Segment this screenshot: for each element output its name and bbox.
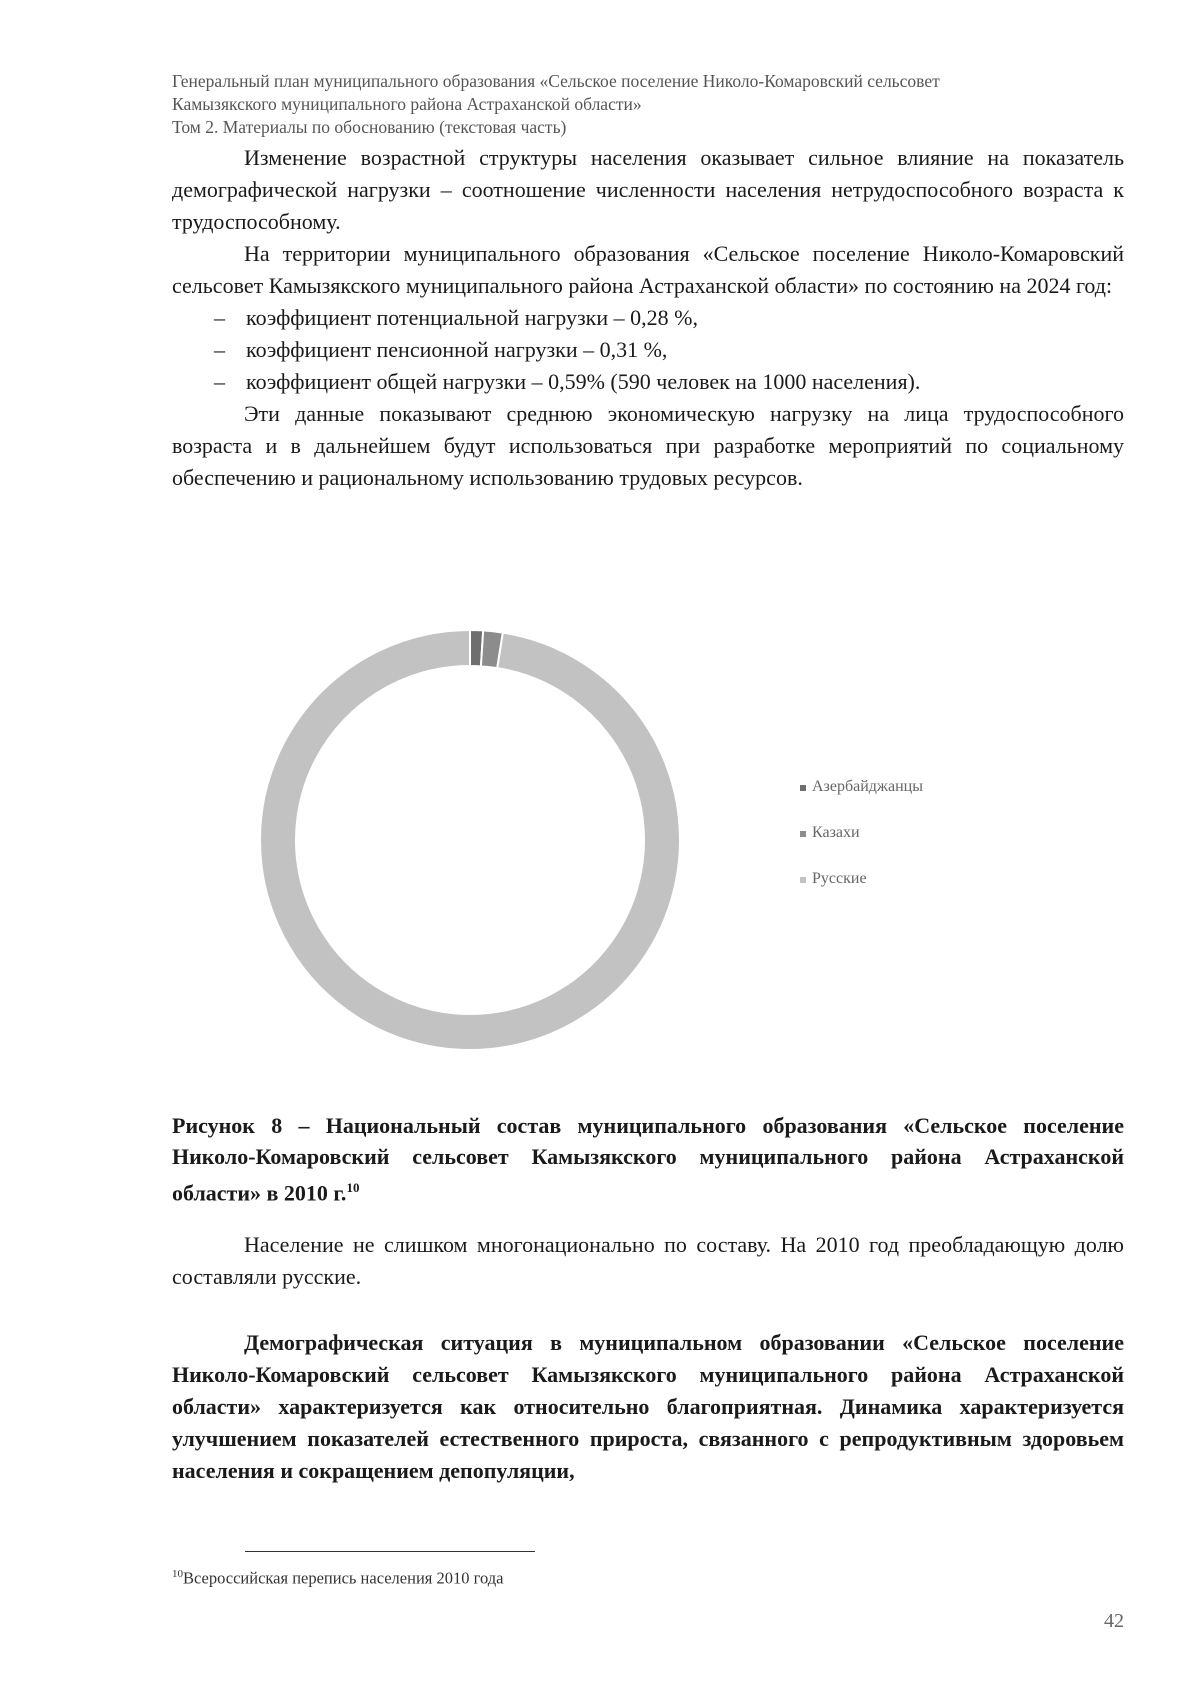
load-coefficients-list	[172, 302, 1124, 398]
legend-label: Азербайджанцы	[812, 778, 923, 795]
list-item	[214, 334, 1124, 366]
legend-swatch	[800, 831, 806, 837]
running-header	[172, 70, 1124, 139]
footnote-separator	[245, 1551, 535, 1552]
list-item	[214, 302, 1124, 334]
paragraph-multinational: Население не слишком многонационально по составу. На 2010 год преобладающую долю составляли русские.	[172, 1232, 1124, 1289]
list-dash: –	[214, 369, 225, 394]
legend-label: Русские	[812, 870, 867, 887]
legend-item-azerbaijanis	[800, 778, 923, 824]
caption-text: Рисунок 8 – Национальный состав муниципального образования «Сельское поселение Николо-Комаровский сельсовет Камызякского муниципального района Астраханской области» в 2010 г.	[172, 1113, 1124, 1206]
list-item-text: коэффициент общей нагрузки – 0,59% (590 человек на 1000 населения).	[246, 369, 921, 394]
figure-caption	[172, 1110, 1124, 1208]
caption-footnote-ref: 10	[346, 1180, 360, 1195]
paragraph-demographic-situation: Демографическая ситуация в муниципальном образовании «Сельское поселение Николо-Комаровский сельсовет Камызякского муниципального района Астраханской области» характеризуется как относительно благоприятная. Динамика характеризуется улучшением показателей естественного прироста, связанного с репродуктивным здоровьем населения и сокращением депопуляции,	[172, 1330, 1124, 1483]
footnote	[172, 1568, 503, 1589]
list-item-text: коэффициент пенсионной нагрузки – 0,31 %,	[246, 337, 668, 362]
paragraph-territory: На территории муниципального образования «Сельское поселение Николо-Комаровский сельсовет Камызякского муниципального района Астраханской области» по состоянию на 2024 год:	[172, 241, 1124, 298]
footnote-number: 10	[172, 1568, 183, 1580]
legend-swatch	[800, 877, 806, 883]
legend-item-russians	[800, 870, 923, 916]
header-line-1: Генеральный план муниципального образования «Сельское поселение Николо-Комаровский сельсовет	[172, 71, 940, 91]
donut-slice-3	[260, 630, 680, 1050]
list-item-text: коэффициент потенциальной нагрузки – 0,28 %,	[246, 305, 698, 330]
paragraph-economic-load: Эти данные показывают среднюю экономическую нагрузку на лица трудоспособного возраста и в дальнейшем будут использоваться при разработке мероприятий по социальному обеспечению и рациональному использованию трудовых ресурсов.	[172, 401, 1124, 490]
header-line-3: Том 2. Материалы по обоснованию (текстовая часть)	[172, 117, 567, 137]
list-dash: –	[214, 337, 225, 362]
header-line-2: Камызякского муниципального района Астраханской области»	[172, 94, 642, 114]
text-block-bottom	[172, 1229, 1124, 1487]
text-block-top	[172, 142, 1124, 494]
footnote-text: Всероссийская перепись населения 2010 года	[183, 1568, 504, 1588]
legend-item-kazakhs	[800, 824, 923, 870]
paragraph-age-structure: Изменение возрастной структуры населения оказывает сильное влияние на показатель демографической нагрузки – соотношение численности населения нетрудоспособного возраста к трудоспособному.	[172, 145, 1124, 234]
legend-swatch	[800, 785, 806, 791]
list-dash: –	[214, 305, 225, 330]
page-number: 42	[1104, 1610, 1124, 1632]
chart-legend	[800, 778, 923, 916]
list-item	[214, 366, 1124, 398]
legend-label: Казахи	[812, 824, 860, 841]
donut-chart	[250, 620, 690, 1060]
